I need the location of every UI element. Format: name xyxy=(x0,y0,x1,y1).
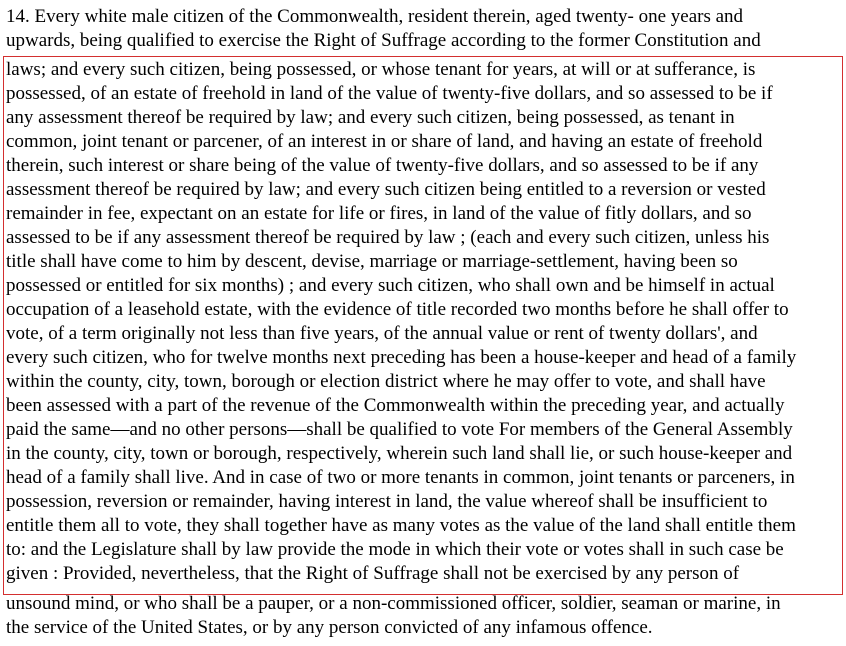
text-line: remainder in fee, expectant on an estate for life or fires, in land of the value of fitly dollars, and so xyxy=(6,203,752,224)
text-line: upwards, being qualified to exercise the Right of Suffrage according to the former Constitution and xyxy=(6,30,761,51)
text-line: possession, reversion or remainder, having interest in land, the value whereof shall be insufficient to xyxy=(6,491,768,512)
text-line: laws; and every such citizen, being possessed, or whose tenant for years, at will or at sufferance, is xyxy=(6,59,756,80)
text-line: unsound mind, or who shall be a pauper, or a non-commissioned officer, soldier, seaman or marine, in xyxy=(6,593,781,614)
text-line: the service of the United States, or by any person convicted of any infamous offence. xyxy=(6,617,653,638)
text-line: been assessed with a part of the revenue of the Commonwealth within the preceding year, and actually xyxy=(6,395,785,416)
text-line: within the county, city, town, borough or election district where he may offer to vote, and shall have xyxy=(6,371,766,392)
text-line: assessed to be if any assessment thereof be required by law ; (each and every such citizen, unless his xyxy=(6,227,770,248)
text-line: entitle them all to vote, they shall together have as many votes as the value of the land shall entitle them xyxy=(6,515,796,536)
text-line: possessed or entitled for six months) ; and every such citizen, who shall own and be himself in actual xyxy=(6,275,775,296)
text-line: every such citizen, who for twelve months next preceding has been a house-keeper and head of a family xyxy=(6,347,797,368)
text-line: head of a family shall live. And in case of two or more tenants in common, joint tenants or parceners, in xyxy=(6,467,795,488)
text-line: given : Provided, nevertheless, that the Right of Suffrage shall not be exercised by any person of xyxy=(6,563,740,584)
text-line: therein, such interest or share being of the value of twenty-five dollars, and so assessed to be if any xyxy=(6,155,759,176)
text-line: 14. Every white male citizen of the Commonwealth, resident therein, aged twenty- one years and xyxy=(6,6,744,27)
text-line: any assessment thereof be required by law; and every such citizen, being possessed, as tenant in xyxy=(6,107,735,128)
text-line: occupation of a leasehold estate, with the evidence of title recorded two months before he shall offer to xyxy=(6,299,789,320)
text-line: to: and the Legislature shall by law provide the mode in which their vote or votes shall in such case be xyxy=(6,539,784,560)
text-line: assessment thereof be required by law; and every such citizen being entitled to a reversion or vested xyxy=(6,179,766,200)
text-line: vote, of a term originally not less than five years, of the annual value or rent of twenty dollars', and xyxy=(6,323,758,344)
text-line: common, joint tenant or parcener, of an interest in or share of land, and having an estate of freehold xyxy=(6,131,763,152)
text-line: in the county, city, town or borough, respectively, wherein such land shall lie, or such house-keeper and xyxy=(6,443,793,464)
text-line: title shall have come to him by descent, devise, marriage or marriage-settlement, having been so xyxy=(6,251,738,272)
text-line: paid the same—and no other persons—shall be qualified to vote For members of the General Assembly xyxy=(6,419,793,440)
text-line: possessed, of an estate of freehold in land of the value of twenty-five dollars, and so assessed to be if xyxy=(6,83,773,104)
